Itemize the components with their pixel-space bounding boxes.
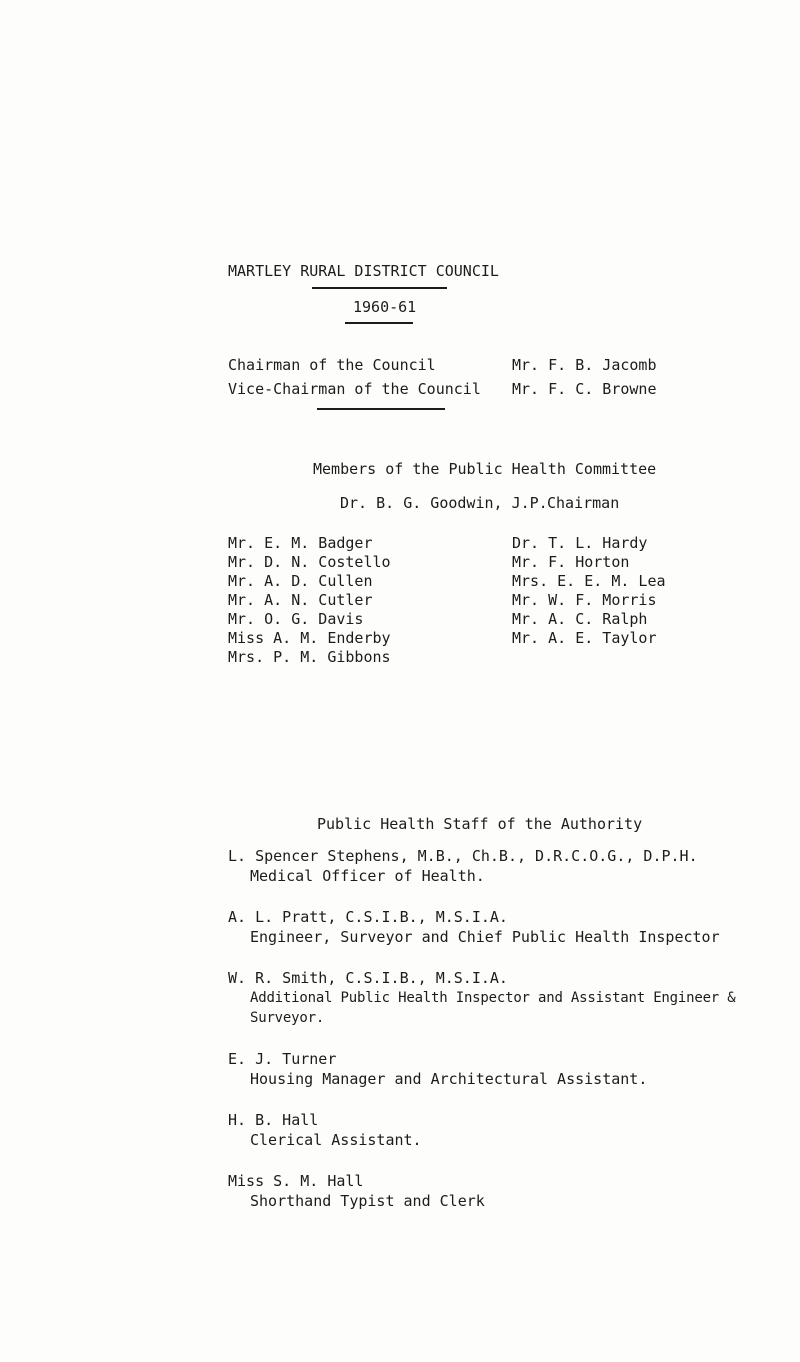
committee-chairman-label: Chairman	[547, 494, 620, 512]
committee-heading: Members of the Public Health Committee	[313, 460, 657, 478]
staff-title: Shorthand Typist and Clerk	[250, 1192, 485, 1210]
staff-name: E. J. Turner	[228, 1050, 337, 1068]
list-item: Mr. W. F. Morris	[512, 591, 657, 609]
staff-title: Clerical Assistant.	[250, 1131, 422, 1149]
list-item: Mrs. E. E. M. Lea	[512, 572, 666, 590]
staff-entry	[228, 968, 800, 1028]
council-title: MARTLEY RURAL DISTRICT COUNCIL	[228, 262, 499, 280]
committee-members-left	[228, 534, 391, 667]
committee-members-right	[512, 534, 666, 648]
staff-name: W. R. Smith, C.S.I.B., M.S.I.A.	[228, 969, 508, 987]
year-underline	[345, 322, 413, 324]
vice-chairman-name: Mr. F. C. Browne	[512, 380, 657, 398]
staff-entry	[228, 907, 800, 947]
year-label: 1960-61	[353, 298, 417, 316]
list-item: Mr. A. D. Cullen	[228, 572, 373, 590]
staff-title: Engineer, Surveyor and Chief Public Health Inspector	[250, 928, 720, 946]
staff-entry	[228, 846, 800, 886]
list-item: Mr. F. Horton	[512, 553, 630, 571]
staff-title: Medical Officer of Health.	[250, 867, 485, 885]
list-item: Mr. O. G. Davis	[228, 610, 364, 628]
staff-entry	[228, 1171, 800, 1211]
list-item: Mr. D. N. Costello	[228, 553, 391, 571]
vice-chairman-role: Vice-Chairman of the Council	[228, 380, 481, 398]
officers-underline	[317, 408, 445, 410]
staff-name: L. Spencer Stephens, M.B., Ch.B., D.R.C.O.G., D.P.H.	[228, 847, 698, 865]
list-item: Miss A. M. Enderby	[228, 629, 391, 647]
title-underline	[312, 287, 447, 289]
staff-entry	[228, 1110, 800, 1150]
list-item: Mr. A. N. Cutler	[228, 591, 373, 609]
list-item: Mr. A. E. Taylor	[512, 629, 657, 647]
staff-title: Additional Public Health Inspector and Assistant Engineer & Surveyor.	[250, 990, 736, 1026]
staff-entry	[228, 1049, 800, 1089]
chairman-role: Chairman of the Council	[228, 356, 436, 374]
list-item: Mr. A. C. Ralph	[512, 610, 648, 628]
staff-title: Housing Manager and Architectural Assistant.	[250, 1070, 648, 1088]
staff-heading: Public Health Staff of the Authority	[317, 815, 643, 833]
staff-name: Miss S. M. Hall	[228, 1172, 364, 1190]
staff-name: H. B. Hall	[228, 1111, 319, 1129]
chairman-name: Mr. F. B. Jacomb	[512, 356, 657, 374]
list-item: Dr. T. L. Hardy	[512, 534, 648, 552]
staff-list	[228, 846, 800, 1232]
staff-name: A. L. Pratt, C.S.I.B., M.S.I.A.	[228, 908, 508, 926]
list-item: Mr. E. M. Badger	[228, 534, 373, 552]
list-item: Mrs. P. M. Gibbons	[228, 648, 391, 666]
committee-chairman-name: Dr. B. G. Goodwin, J.P.	[340, 494, 548, 512]
